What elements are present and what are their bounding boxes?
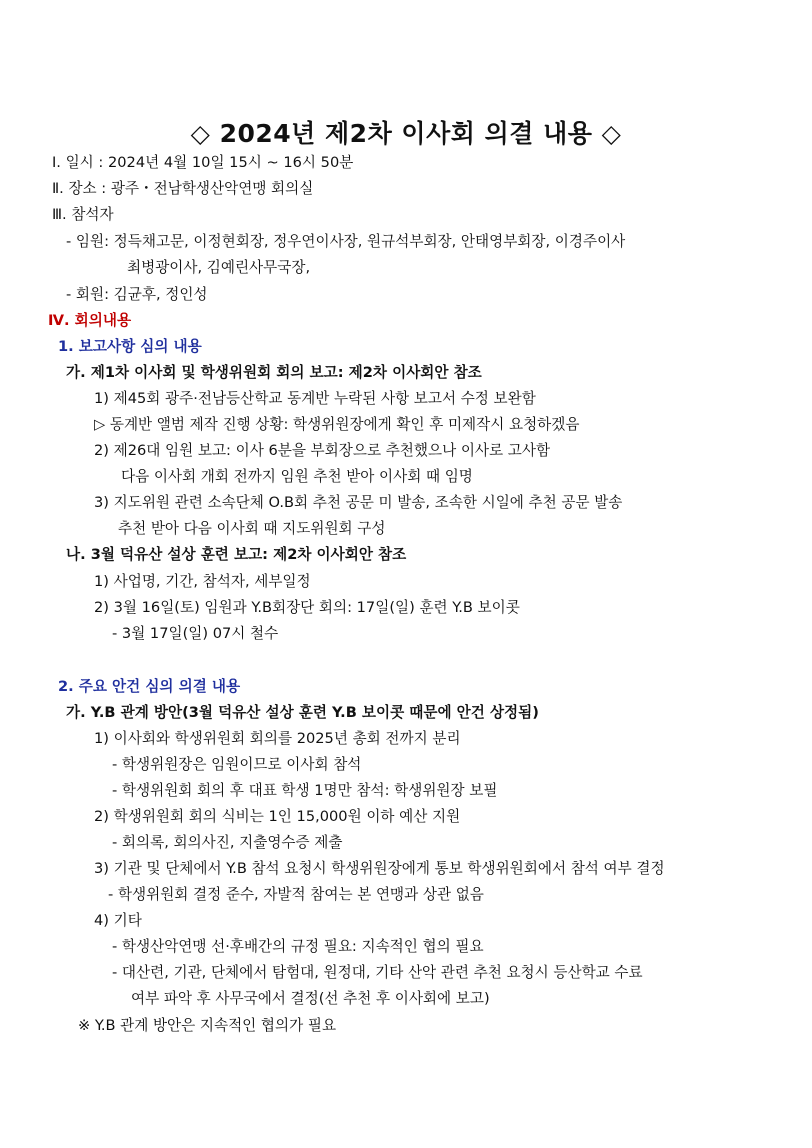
attendees-members: - 회원: 김균후, 정인성 — [66, 286, 208, 303]
list-item: 1) 제45회 광주·전남등산학교 동계반 누락된 사항 보고서 수정 보완함 — [94, 390, 536, 407]
list-item-cont: 다음 이사회 개회 전까지 임원 추천 받아 이사회 때 임명 — [121, 468, 473, 485]
list-item: ▷ 동계반 앨범 제작 진행 상황: 학생위원장에게 확인 후 미제작시 요청하겠음 — [94, 416, 580, 433]
list-subitem: - 대산련, 기관, 단체에서 탐험대, 원정대, 기타 산악 관련 추천 요청시 등산학교 수료 — [112, 964, 643, 981]
item-heading-ga-1: 가. 제1차 이사회 및 학생위원회 회의 보고: 제2차 이사회안 참조 — [66, 364, 482, 381]
list-item-cont: 추천 받아 다음 이사회 때 지도위원회 구성 — [118, 520, 386, 537]
attendees-heading: Ⅲ. 참석자 — [52, 206, 114, 223]
list-subitem: - 학생위원회 회의 후 대표 학생 1명만 참석: 학생위원장 보필 — [112, 782, 498, 799]
note-line: ※ Y.B 관계 방안은 지속적인 협의가 필요 — [78, 1017, 337, 1034]
list-item: 2) 학생위원회 회의 식비는 1인 15,000원 이하 예산 지원 — [94, 808, 461, 825]
document-title: ◇ 2024년 제2차 이사회 의결 내용 ◇ — [190, 119, 622, 148]
meeting-date-line: Ⅰ. 일시 : 2024년 4월 10일 15시 ~ 16시 50분 — [52, 154, 354, 171]
list-item: 2) 3월 16일(토) 임원과 Y.B회장단 회의: 17일(일) 훈련 Y.B 보이콧 — [94, 599, 520, 616]
section-heading-meeting-content: Ⅳ. 회의내용 — [48, 312, 132, 329]
list-subitem: - 학생위원장은 임원이므로 이사회 참석 — [112, 756, 362, 773]
list-item: 4) 기타 — [94, 912, 142, 929]
attendees-officers-cont: 최병광이사, 김예린사무국장, — [127, 259, 311, 276]
list-subitem: - 회의록, 회의사진, 지출영수증 제출 — [112, 834, 343, 851]
item-heading-na-1: 나. 3월 덕유산 설상 훈련 보고: 제2차 이사회안 참조 — [66, 546, 407, 563]
list-subitem-cont: 여부 파악 후 사무국에서 결정(선 추천 후 이사회에 보고) — [131, 990, 490, 1007]
list-subitem: - 학생산악연맹 선·후배간의 규정 필요: 지속적인 협의 필요 — [112, 938, 484, 955]
subsection-heading-report: 1. 보고사항 심의 내용 — [58, 338, 202, 355]
list-item: 3) 기관 및 단체에서 Y.B 참석 요청시 학생위원장에게 통보 학생위원회에서 참석 여부 결정 — [94, 860, 665, 877]
list-item: 1) 사업명, 기간, 참석자, 세부일정 — [94, 573, 311, 590]
list-item: 1) 이사회와 학생위원회 회의를 2025년 총회 전까지 분리 — [94, 730, 461, 747]
list-item: 2) 제26대 임원 보고: 이사 6분을 부회장으로 추천했으나 이사로 고사함 — [94, 442, 551, 459]
subsection-heading-agenda: 2. 주요 안건 심의 의결 내용 — [58, 678, 241, 695]
list-item: 3) 지도위원 관련 소속단체 O.B회 추천 공문 미 발송, 조속한 시일에 추천 공문 발송 — [94, 494, 623, 511]
list-subitem: - 학생위원회 결정 준수, 자발적 참여는 본 연맹과 상관 없음 — [108, 886, 484, 903]
list-subitem: - 3월 17일(일) 07시 철수 — [112, 625, 279, 642]
meeting-place-line: Ⅱ. 장소 : 광주・전남학생산악연맹 회의실 — [52, 180, 314, 197]
item-heading-ga-2: 가. Y.B 관계 방안(3월 덕유산 설상 훈련 Y.B 보이콧 때문에 안건 상정됨) — [66, 704, 539, 721]
attendees-officers: - 임원: 정득채고문, 이정현회장, 정우연이사장, 원규석부회장, 안태영부회장, 이경주이사 — [66, 233, 626, 250]
